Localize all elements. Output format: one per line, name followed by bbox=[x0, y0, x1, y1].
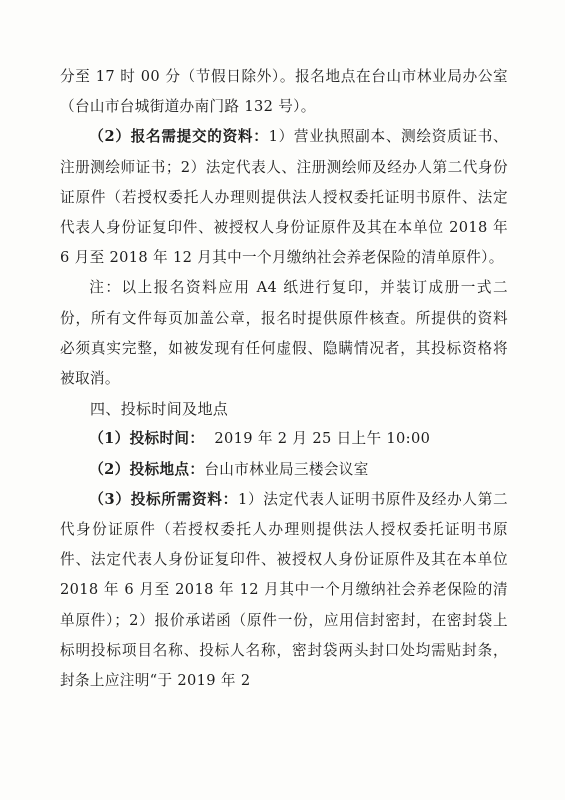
section-heading-text: 四、投标时间及地点 bbox=[90, 400, 229, 419]
registration-time-place-paragraph bbox=[60, 62, 508, 122]
bid-place-label: （2）投标地点： bbox=[89, 460, 205, 478]
bid-time-paragraph bbox=[60, 424, 508, 454]
bid-time-label: （1）投标时间： bbox=[89, 430, 205, 448]
bid-place-value: 台山市林业局三楼会议室 bbox=[204, 460, 369, 478]
bid-documents-label: （3）投标所需资料： bbox=[89, 490, 238, 508]
registration-materials-text: 1）营业执照副本、测绘资质证书、注册测绘师证书；2）法定代表人、注册测绘师及经办人第二代身份证原件（若授权委托人办理则提供法人授权委托证明书原件、法定代表人身份证复印件、被授权人身份证原件及其在本单位 2018 年 6 月至 2018 年 12 月其中一个月缴纳社会养老保险的清单原件）。 bbox=[60, 128, 508, 267]
registration-time-place-text: 分至 17 时 00 分（节假日除外）。报名地点在台山市林业局办公室（台山市台城街道办南门路 132 号）。 bbox=[60, 68, 508, 116]
bid-time-value: 2019 年 2 月 25 日上午 10:00 bbox=[214, 430, 431, 448]
note-paragraph bbox=[60, 273, 508, 394]
bid-documents-paragraph bbox=[60, 485, 508, 696]
note-text: 注：以上报名资料应用 A4 纸进行复印，并装订成册一式二份，所有文件每页加盖公章，报名时提供原件核查。所提供的资料必须真实完整，如被发现有任何虚假、隐瞒情况者，其投标资格将被取消。 bbox=[60, 279, 508, 388]
registration-materials-label: （2）报名需提交的资料： bbox=[89, 128, 269, 146]
bid-documents-text: 1）法定代表人证明书原件及经办人第二代身份证原件（若授权委托人办理则提供法人授权委托证明书原件、法定代表人身份证复印件、被授权人身份证原件及其在本单位 2018 年 6 月至 2018 年 12 月其中一个月缴纳社会养老保险的清单原件）；2）报价承诺函（原件一份，应用信封密封，在密封袋上标明投标项目名称、投标人名称，密封袋两头封口处均需贴封条，封条上应注明“于 2019 年 2 bbox=[60, 490, 508, 690]
document-body bbox=[60, 62, 508, 696]
registration-materials-paragraph bbox=[60, 122, 508, 273]
bid-place-paragraph bbox=[60, 455, 508, 485]
section-heading-bid-time-place bbox=[60, 394, 508, 424]
